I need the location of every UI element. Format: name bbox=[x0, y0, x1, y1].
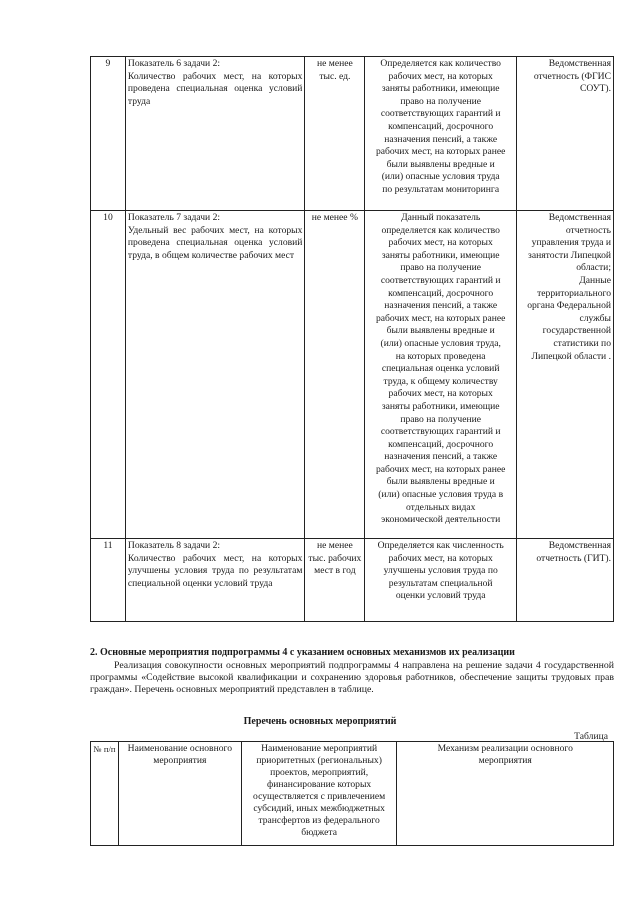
section-paragraph: Реализация совокупности основных мероприятий подпрограммы 4 направлена на решение задачи 4 государственной программы «Содействие высокой квалификации и сохранению здоровья работников, обеспечение защиты трудовых прав граждан». Перечень основных мероприятий представлен в таблице. bbox=[90, 660, 614, 695]
indicator-source: Ведомственная отчетность (ГИТ). bbox=[517, 539, 614, 622]
indicator-definition: Определяется как численность рабочих мест, на которых улучшены условия труда по результатам специальной оценки условий труда bbox=[365, 539, 517, 622]
indicator-unit: не менее % bbox=[305, 211, 365, 539]
list-title: Перечень основных мероприятий bbox=[243, 716, 397, 727]
table-label: Таблица bbox=[574, 731, 608, 742]
row-number: 9 bbox=[91, 57, 126, 211]
table-row bbox=[91, 539, 614, 622]
column-header-priority-projects: Наименование мероприятий приоритетных (региональных) проектов, мероприятий, финансирование которых осуществляется с привлечением субсидий, иных межбюджетных трансфертов из федерального бюджета bbox=[241, 742, 397, 846]
column-header-main-measure: Наименование основного мероприятия bbox=[118, 742, 241, 846]
table-header-row bbox=[91, 742, 614, 846]
indicator-source: Ведомственная отчетность (ФГИС СОУТ). bbox=[517, 57, 614, 211]
indicator-source: Ведомственная отчетность управления труда и занятости Липецкой области; Данные территориального органа Федеральной службы государственной статистики по Липецкой области . bbox=[517, 211, 614, 539]
row-number: 10 bbox=[91, 211, 126, 539]
indicator-definition: Определяется как количество рабочих мест, на которых заняты работники, имеющие право на получение соответствующих гарантий и компенсаций, досрочного назначения пенсий, а также рабочих мест, на которых ранее были выявлены вредные и (или) опасные условия труда по результатам мониторинга bbox=[365, 57, 517, 211]
indicator-definition: Данный показатель определяется как количество рабочих мест, на которых заняты работники, имеющие право на получение соответствующих гарантий и компенсаций, досрочного назначения пенсий, а также рабочих мест, на которых ранее были выявлены вредные и (или) опасные условия труда, на которых проведена специальная оценка условий труда, к общему количеству рабочих мест, на которых заняты работники, имеющие право на получение соответствующих гарантий и компенсаций, досрочного назначения пенсий, а также рабочих мест, на которых ранее были выявлены вредные и (или) опасные условия труда в отдельных видах экономической деятельности bbox=[365, 211, 517, 539]
table-row bbox=[91, 57, 614, 211]
indicator-unit: не менее тыс. ед. bbox=[305, 57, 365, 211]
section-heading: 2. Основные мероприятия подпрограммы 4 с указанием основных механизмов их реализации bbox=[90, 647, 515, 658]
indicator-unit: не менее тыс. рабочих мест в год bbox=[305, 539, 365, 622]
indicator-name: Показатель 6 задачи 2: Количество рабочих мест, на которых проведена специальная оценка условий труда bbox=[125, 57, 305, 211]
table-row bbox=[91, 211, 614, 539]
indicator-name: Показатель 7 задачи 2: Удельный вес рабочих мест, на которых проведена специальная оценка условий труда, в общем количестве рабочих мест bbox=[125, 211, 305, 539]
column-header-number: № п/п bbox=[91, 742, 119, 846]
measures-table bbox=[90, 741, 614, 846]
row-number: 11 bbox=[91, 539, 126, 622]
column-header-mechanism: Механизм реализации основного мероприятия bbox=[397, 742, 614, 846]
indicator-name: Показатель 8 задачи 2: Количество рабочих мест, на которых улучшены условия труда по результатам специальной оценки условий труда bbox=[125, 539, 305, 622]
indicators-table bbox=[90, 56, 614, 622]
